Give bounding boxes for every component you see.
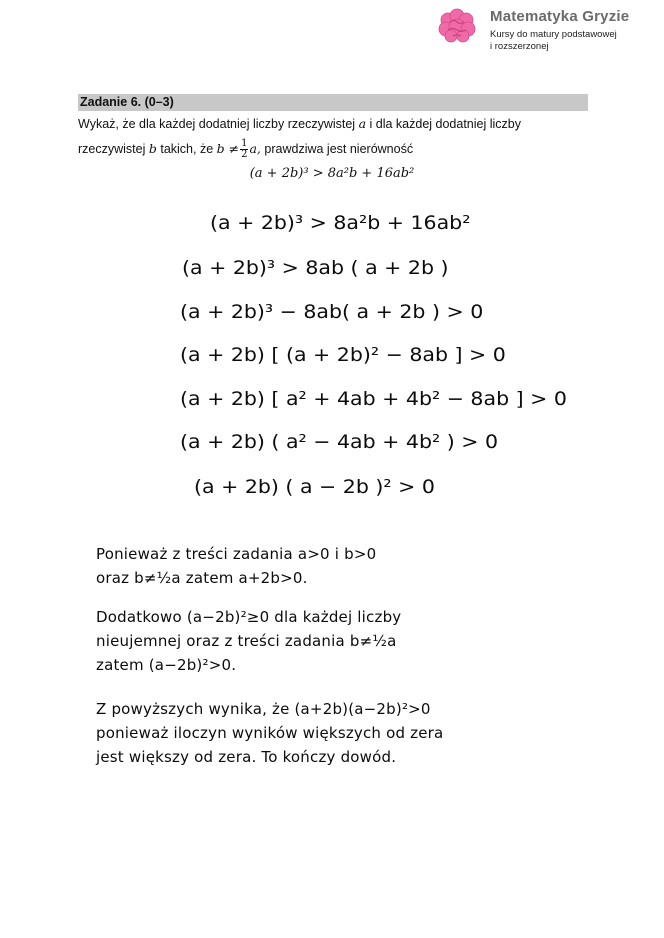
fraction-denominator: 2: [241, 149, 248, 160]
fraction-numerator: 1: [241, 138, 248, 149]
conclusion-p3-line1: Z powyższych wynika, że (a+2b)(a−2b)²>0: [96, 700, 431, 718]
conclusion-p3-line2: ponieważ iloczyn wyników większych od zera: [96, 724, 444, 742]
brain-icon: [436, 6, 478, 48]
solution-step-2: (a + 2b)³ > 8ab ( a + 2b ): [182, 257, 449, 279]
task-text: i dla każdej dodatniej liczby: [369, 117, 521, 131]
brand-subtitle-line2: i rozszerzonej: [490, 41, 549, 52]
conclusion-p1-line2: oraz b≠½a zatem a+2b>0.: [96, 569, 308, 587]
task-statement-line2: [78, 139, 413, 160]
conclusion-p1-line1: Ponieważ z treści zadania a>0 i b>0: [96, 545, 377, 563]
solution-step-3: (a + 2b)³ − 8ab( a + 2b ) > 0: [180, 301, 484, 323]
conclusion-p3-line3: jest większy od zera. To kończy dowód.: [96, 748, 397, 766]
solution-step-5: (a + 2b) [ a² + 4ab + 4b² − 8ab ] > 0: [180, 388, 567, 410]
brand-header: [436, 4, 664, 60]
var-b: b: [148, 140, 157, 156]
task-header-bar: [78, 94, 588, 111]
solution-step-4: (a + 2b) [ (a + 2b)² − 8ab ] > 0: [180, 344, 506, 366]
task-text: prawdziwa jest nierówność: [264, 141, 414, 156]
task-inequality: (a + 2b)³ > 8a²b + 16ab²: [249, 166, 415, 181]
conclusion-p2-line2: nieujemnej oraz z treści zadania b≠½a: [96, 632, 397, 650]
conclusion-p2-line3: zatem (a−2b)²>0.: [96, 656, 237, 674]
brand-name: Matematyka Gryzie: [490, 8, 630, 25]
var-a: a: [358, 116, 367, 131]
task-statement-line1: [78, 116, 521, 131]
task-text: takich, że: [160, 141, 214, 156]
condition-right: a,: [249, 140, 261, 156]
task-text: Wykaż, że dla każdej dodatniej liczby rzeczywistej: [78, 117, 356, 131]
task-text: rzeczywistej: [78, 141, 146, 156]
brand-subtitle: [490, 29, 617, 53]
solution-step-1: (a + 2b)³ > 8a²b + 16ab²: [210, 212, 471, 234]
condition-left: b ≠: [216, 140, 240, 156]
solution-step-7: (a + 2b) ( a − 2b )² > 0: [194, 476, 435, 498]
task-title: Zadanie 6. (0–3): [80, 95, 174, 109]
solution-step-6: (a + 2b) ( a² − 4ab + 4b² ) > 0: [180, 431, 499, 453]
conclusion-p2-line1: Dodatkowo (a−2b)²≥0 dla każdej liczby: [96, 608, 402, 626]
fraction-one-half: [240, 139, 248, 160]
brand-subtitle-line1: Kursy do matury podstawowej: [490, 29, 617, 40]
